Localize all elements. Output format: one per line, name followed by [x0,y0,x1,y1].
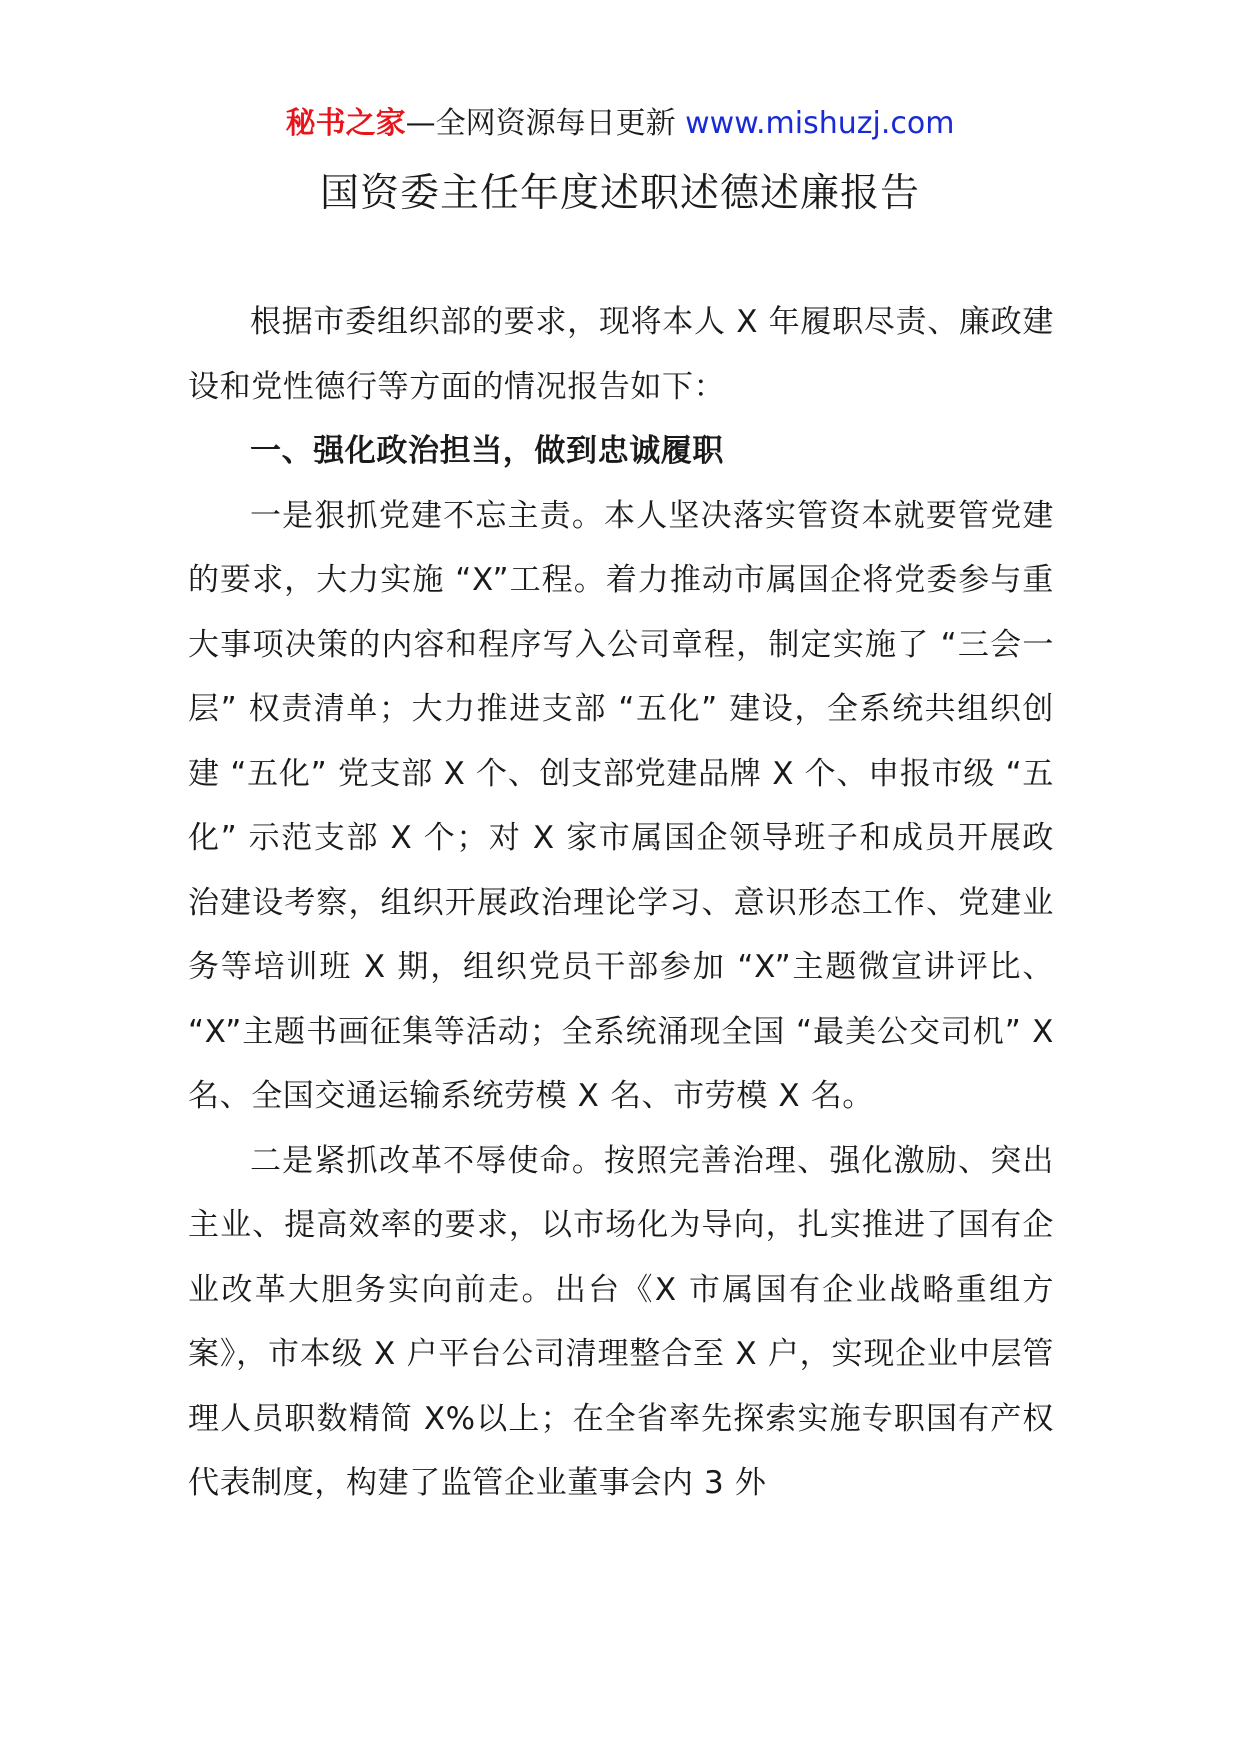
brand-name: 秘书之家 [285,106,406,141]
document-body [188,290,1054,1516]
site-link[interactable]: www.mishuzj.com [685,106,955,141]
body-paragraph: 二是紧抓改革不辱使命。按照完善治理、强化激励、突出主业、提高效率的要求，以市场化为导向，扎实推进了国有企业改革大胆务实向前走。出台《X 市属国有企业战略重组方案》，市本级 X 户平台公司清理整合至 X 户，实现企业中层管理人员职数精简 X%以上；在全省率先探索实施专职国有产权代表制度，构建了监管企业董事会内 3 外 [188,1142,1054,1501]
section-heading: 一、强化政治担当，做到忠诚履职 [250,433,724,469]
intro-paragraph: 根据市委组织部的要求，现将本人 X 年履职尽责、廉政建设和党性德行等方面的情况报告如下： [188,304,1054,405]
document-title: 国资委主任年度述职述德述廉报告 [319,171,920,216]
watermark-header [0,102,1240,146]
body-paragraph: 一是狠抓党建不忘主责。本人坚决落实管资本就要管党建的要求，大力实施 “X”工程。着力推动市属国企将党委参与重大事项决策的内容和程序写入公司章程，制定实施了 “三会一层” 权责清单；大力推进支部 “五化” 建设，全系统共组织创建 “五化” 党支部 X 个、创支部党建品牌 X 个、申报市级 “五化” 示范支部 X 个；对 X 家市属国企领导班子和成员开展政治建设考察，组织开展政治理论学习、意识形态工作、党建业务等培训班 X 期，组织党员干部参加 “X”主题微宣讲评比、 “X”主题书画征集等活动；全系统涌现全国 “最美公交司机” X 名、全国交通运输系统劳模 X 名、市劳模 X 名。 [188,497,1054,1114]
header-tagline: —全网资源每日更新 [405,106,686,141]
